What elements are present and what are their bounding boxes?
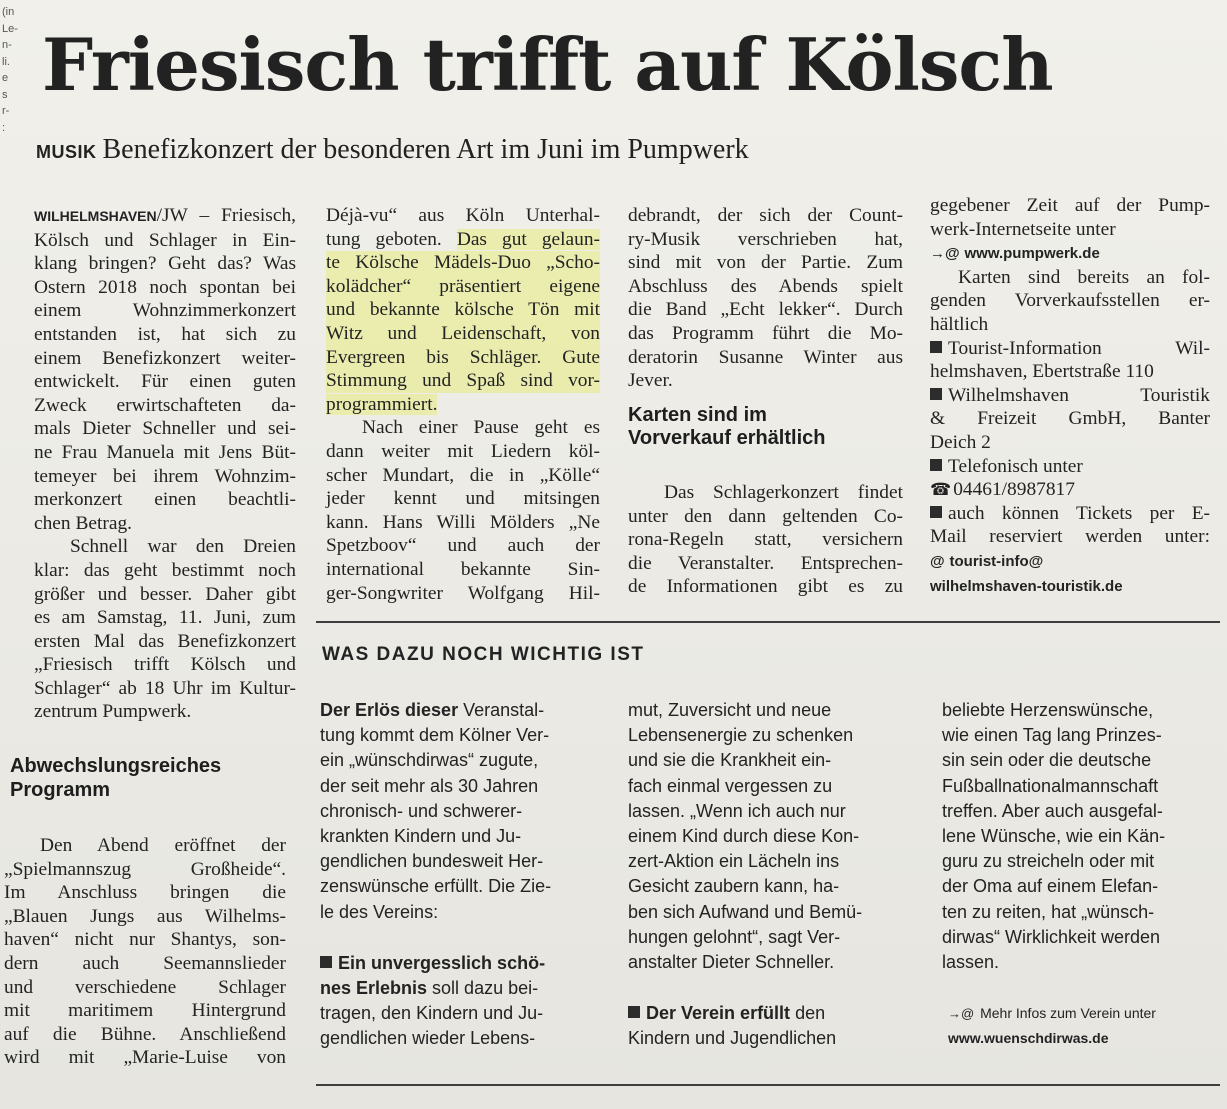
- margin-fragment: :: [2, 121, 6, 134]
- text-line: zenswünsche erfüllt. Die Zie-: [320, 876, 552, 897]
- text-line: gendlichen bundesweit Her-: [320, 851, 544, 872]
- text-line: haven“ nicht nur Shantys, son-: [4, 929, 286, 951]
- text-line: chronisch- und schwerer-: [320, 800, 523, 821]
- email-link-part[interactable]: tourist-info@: [949, 552, 1044, 570]
- text-line: „Friesisch trifft Kölsch und: [34, 654, 296, 676]
- pumpwerk-link[interactable]: www.pumpwerk.de: [964, 245, 1100, 263]
- text-line: „Spielmannszug Großheide“.: [4, 858, 286, 880]
- link-arrow-icon: →@: [948, 1006, 975, 1022]
- text-line: Im Anschluss bringen die: [4, 882, 286, 904]
- text-line: fach einmal vergessen zu: [628, 775, 833, 796]
- text-line: Gesicht zaubern kann, ha-: [628, 876, 840, 897]
- more-info-line: →@ Mehr Infos zum Verein unter: [948, 1005, 1156, 1022]
- article-column-3-continued: [628, 481, 903, 599]
- text-line: lassen. „Wenn ich auch nur: [628, 800, 846, 821]
- text-line: der Oma auf einem Elefan-: [942, 876, 1159, 897]
- margin-fragment: n-: [2, 39, 12, 51]
- text-line: ry-Musik verschrieben hat,: [628, 228, 903, 250]
- text-line: Karten sind bereits an fol-: [958, 266, 1210, 288]
- email-prefix-icon: @: [930, 552, 945, 570]
- text-line: dern auch Seemannslieder: [4, 952, 286, 974]
- pumpwerk-link-line: [930, 241, 1210, 266]
- text-line: Abschluss des Abends spielt: [628, 275, 903, 297]
- text-line: ein „wünschdirwas“ zugute,: [320, 750, 539, 771]
- text-line: die Band „Echt lekker“. Durch: [628, 299, 903, 321]
- text-line: ben sich Aufwand und Bemü-: [628, 901, 863, 922]
- text-line: einem Benefizkonzert weiter-: [34, 347, 296, 369]
- text-line: mut, Zuversicht und neue: [628, 700, 832, 720]
- text-line: und verschiedene Schlager: [4, 976, 286, 998]
- spacer: [320, 925, 610, 951]
- text-line: [326, 393, 600, 417]
- highlighted-text: Stimmung und Spaß sind vor-: [326, 370, 600, 392]
- text-line: der seit mehr als 30 Jahren: [320, 775, 539, 796]
- email-link-part[interactable]: wilhelmshaven-touristik.de: [930, 577, 1123, 595]
- text-line: krankten Kindern und Ju-: [320, 826, 522, 847]
- text-line: einem Kind durch diese Kon-: [628, 826, 860, 847]
- bullet-square-icon: [628, 1006, 640, 1018]
- text-line: merkonzert einen beachtli-: [34, 489, 296, 511]
- link-prefix-icon: →@: [930, 245, 960, 263]
- text-line: zert-Aktion ein Lächeln ins: [628, 851, 840, 872]
- text-line: guru zu streicheln oder mit: [942, 851, 1155, 872]
- margin-fragment: Le-: [2, 22, 18, 35]
- text-line: chen Betrag.: [34, 512, 132, 534]
- text-line: die Veranstalter. Entsprechen-: [628, 552, 903, 574]
- bullet-square-icon: [930, 388, 942, 400]
- subheading-karten: [628, 404, 908, 450]
- text-line: zentrum Pumpwerk.: [34, 701, 192, 723]
- text-line: Lebensenergie zu schenken: [628, 725, 854, 746]
- margin-fragment: li.: [2, 55, 10, 68]
- phone-line: [930, 478, 1210, 502]
- subline: [36, 134, 749, 166]
- spacer: [942, 975, 1224, 1001]
- text-line: ne Frau Manuela mit Jens Büt-: [34, 441, 296, 463]
- highlighted-text: und bekannte kölsche Tön mit: [326, 299, 600, 321]
- text-line: international bekannte Sin-: [326, 558, 600, 580]
- text-line: Das Schlagerkonzert findet: [664, 482, 903, 503]
- text-line: das Programm führt die Mo-: [628, 322, 903, 344]
- text-line: auf die Bühne. Anschließend: [4, 1023, 286, 1045]
- article-column-1-continued: [4, 834, 286, 1070]
- subline-text: Benefizkonzert der besonderen Art im Juni im Pumpwerk: [102, 134, 749, 165]
- text-line: Fußballnationalmannschaft: [942, 775, 1159, 796]
- dateline: WILHELMSHAVEN: [34, 208, 157, 224]
- text-line: Deich 2: [930, 431, 991, 453]
- wuenschdirwas-link[interactable]: www.wuenschdirwas.de: [948, 1030, 1109, 1047]
- text-line: wie einen Tag lang Prinzes-: [942, 725, 1162, 746]
- text-line: scher Mundart, die in „Kölle“: [326, 464, 600, 486]
- text-line: Den Abend eröffnet der: [40, 835, 286, 856]
- text-line: beliebte Herzenswünsche,: [942, 700, 1154, 720]
- text-line: kann. Hans Willi Mölders „Ne: [326, 511, 600, 533]
- text-line: größer und besser. Daher gibt: [34, 583, 296, 605]
- text-line: tung geboten. Das gut gelaun-: [326, 228, 600, 250]
- text-line: klang bringen? Geht das? Was: [34, 253, 296, 275]
- text-line: es am Samstag, 11. Juni, zum: [34, 607, 296, 629]
- info-box-column-2: [628, 698, 928, 1052]
- subheading-line: Programm: [10, 779, 111, 801]
- text-line: WILHELMSHAVEN/JW – Friesisch,: [34, 205, 296, 226]
- text-line: gendlichen wieder Lebens-: [320, 1028, 536, 1049]
- text-line: entwickelt. Für einen guten: [34, 371, 296, 393]
- text-line: Spetzboov“ und auch der: [326, 535, 600, 557]
- text-line: entstanden ist, hat sich zu: [34, 323, 296, 345]
- text-line: sind mit von der Partie. Zum: [628, 252, 903, 274]
- article-column-3: [628, 204, 903, 393]
- text-line: Schnell war den Dreien: [70, 536, 296, 558]
- text-line: & Freizeit GmbH, Banter: [930, 408, 1210, 430]
- text-line: unter den dann geltenden Co-: [628, 505, 903, 527]
- text-line: Ein unvergesslich schö-: [320, 951, 610, 976]
- text-line: sin sein oder die deutsche: [942, 750, 1152, 771]
- text-line: rona-Regeln statt, versichern: [628, 529, 903, 551]
- text-line: tragen, den Kindern und Ju-: [320, 1003, 544, 1024]
- headline: Friesisch trifft auf Kölsch: [42, 22, 1053, 107]
- info-box-column-3: [942, 698, 1224, 1052]
- text-line: „Blauen Jungs aus Wilhelms-: [4, 905, 286, 927]
- text-line: helmshaven, Ebertstraße 110: [930, 361, 1154, 383]
- text-line: gegebener Zeit auf der Pump-: [930, 195, 1210, 216]
- text-line: debrandt, der sich der Count-: [628, 205, 903, 226]
- text-line: treffen. Aber auch ausgefal-: [942, 800, 1163, 821]
- text-line: Der Erlös dieser Veranstal-: [320, 700, 545, 720]
- text-line: Schlager“ ab 18 Uhr im Kultur-: [34, 677, 296, 699]
- bullet-square-icon: [930, 459, 942, 471]
- margin-text-fragments: [2, 4, 22, 136]
- text-line: einem Wohnzimmerkonzert: [34, 300, 296, 322]
- email-line: [930, 549, 1210, 574]
- margin-fragment: r-: [2, 105, 10, 117]
- text-line: wird mit „Marie-Luise von: [4, 1047, 286, 1069]
- article-column-2: [326, 204, 600, 605]
- text-line: Nach einer Pause geht es: [362, 417, 600, 439]
- email-line: [930, 574, 1210, 599]
- text-line: hungen gelohnt“, sagt Ver-: [628, 926, 841, 947]
- text-line: auch können Tickets per E-: [930, 502, 1210, 526]
- text-line: hältlich: [930, 313, 989, 335]
- highlighted-text: Evergreen bis Schläger. Gute: [326, 346, 600, 368]
- text-line: jeder kennt und mitsingen: [326, 488, 600, 510]
- article-column-4: [930, 194, 1210, 598]
- kicker: MUSIK: [36, 142, 97, 162]
- phone-icon: ☎: [930, 480, 952, 500]
- text-line: mals Dieter Schneller und sei-: [34, 418, 296, 440]
- text-line: tung kommt dem Kölner Ver-: [320, 725, 550, 746]
- bullet-square-icon: [930, 506, 942, 518]
- text-line: Zweck erwirtschafteten da-: [34, 394, 296, 416]
- text-line: mit maritimem Hintergrund: [4, 1000, 286, 1022]
- text-line: dirwas“ Wirklichkeit werden: [942, 926, 1161, 947]
- text-line: Wilhelmshaven Touristik: [930, 384, 1210, 408]
- text-line: werk-Internetseite unter: [930, 218, 1116, 240]
- phone-number[interactable]: 04461/8987817: [953, 479, 1075, 501]
- subheading-line: Karten sind im: [628, 404, 767, 426]
- info-box-title: WAS DAZU NOCH WICHTIG IST: [322, 644, 645, 665]
- text-line: Tourist-Information Wil-: [930, 337, 1210, 361]
- text-line: Kindern und Jugendlichen: [628, 1028, 837, 1049]
- text-line: deratorin Susanne Winter aus: [628, 346, 903, 368]
- text-line: nes Erlebnis soll dazu bei-: [320, 978, 539, 999]
- highlighted-text: kolädcher“ präsentiert eigene: [326, 275, 600, 297]
- text-line: lene Wünsche, wie ein Kän-: [942, 826, 1166, 847]
- text-line: genden Vorverkaufsstellen er-: [930, 290, 1210, 312]
- text-line: Kölsch und Schlager in Ein-: [34, 229, 296, 251]
- text-line: Mail reserviert werden unter:: [930, 526, 1210, 548]
- subheading-line: Vorverkauf erhältlich: [628, 427, 826, 449]
- bullet-square-icon: [320, 956, 332, 968]
- info-box-column-1: [320, 698, 610, 1052]
- margin-fragment: s: [2, 88, 8, 101]
- text-line: Ostern 2018 noch spontan bei: [34, 276, 296, 298]
- margin-fragment: e: [2, 72, 9, 84]
- text-line: Der Verein erfüllt den: [628, 1001, 928, 1026]
- article-column-1: [34, 204, 296, 724]
- spacer: [628, 975, 928, 1001]
- text-line: Telefonisch unter: [930, 455, 1210, 479]
- highlighted-text: te Kölsche Mädels-Duo „Scho-: [326, 252, 600, 274]
- box-bottom-rule: [316, 1084, 1220, 1086]
- text-line: klar: das geht bestimmt noch: [34, 559, 296, 581]
- text-line: le des Vereins:: [320, 901, 439, 922]
- text-line: und sie die Krankheit ein-: [628, 750, 832, 771]
- box-top-rule: [316, 621, 1220, 623]
- text-line: Jever.: [628, 370, 673, 392]
- highlighted-text: programmiert.: [326, 393, 438, 415]
- text-line: temeyer bei ihrem Wohnzim-: [34, 465, 296, 487]
- highlighted-text: Witz und Leidenschaft, von: [326, 322, 600, 344]
- bullet-square-icon: [930, 341, 942, 353]
- text-line: ger-Songwriter Wolfgang Hil-: [326, 582, 600, 604]
- text-line: ersten Mal das Benefizkonzert: [34, 630, 296, 652]
- subheading-programm: [10, 754, 280, 802]
- text-line: de Informationen gibt es zu: [628, 576, 903, 598]
- text-line: anstalter Dieter Schneller.: [628, 952, 835, 973]
- text-line: ten zu reiten, hat „wünsch-: [942, 901, 1155, 922]
- text-line: Déjà-vu“ aus Köln Unterhal-: [326, 205, 600, 226]
- margin-fragment: (in: [2, 6, 15, 18]
- highlighted-text: Das gut gelaun-: [456, 228, 600, 250]
- subheading-line: Abwechslungsreiches: [10, 755, 222, 777]
- text-line: dann weiter mit Liedern köl-: [326, 440, 600, 462]
- text-line: lassen.: [942, 952, 1000, 973]
